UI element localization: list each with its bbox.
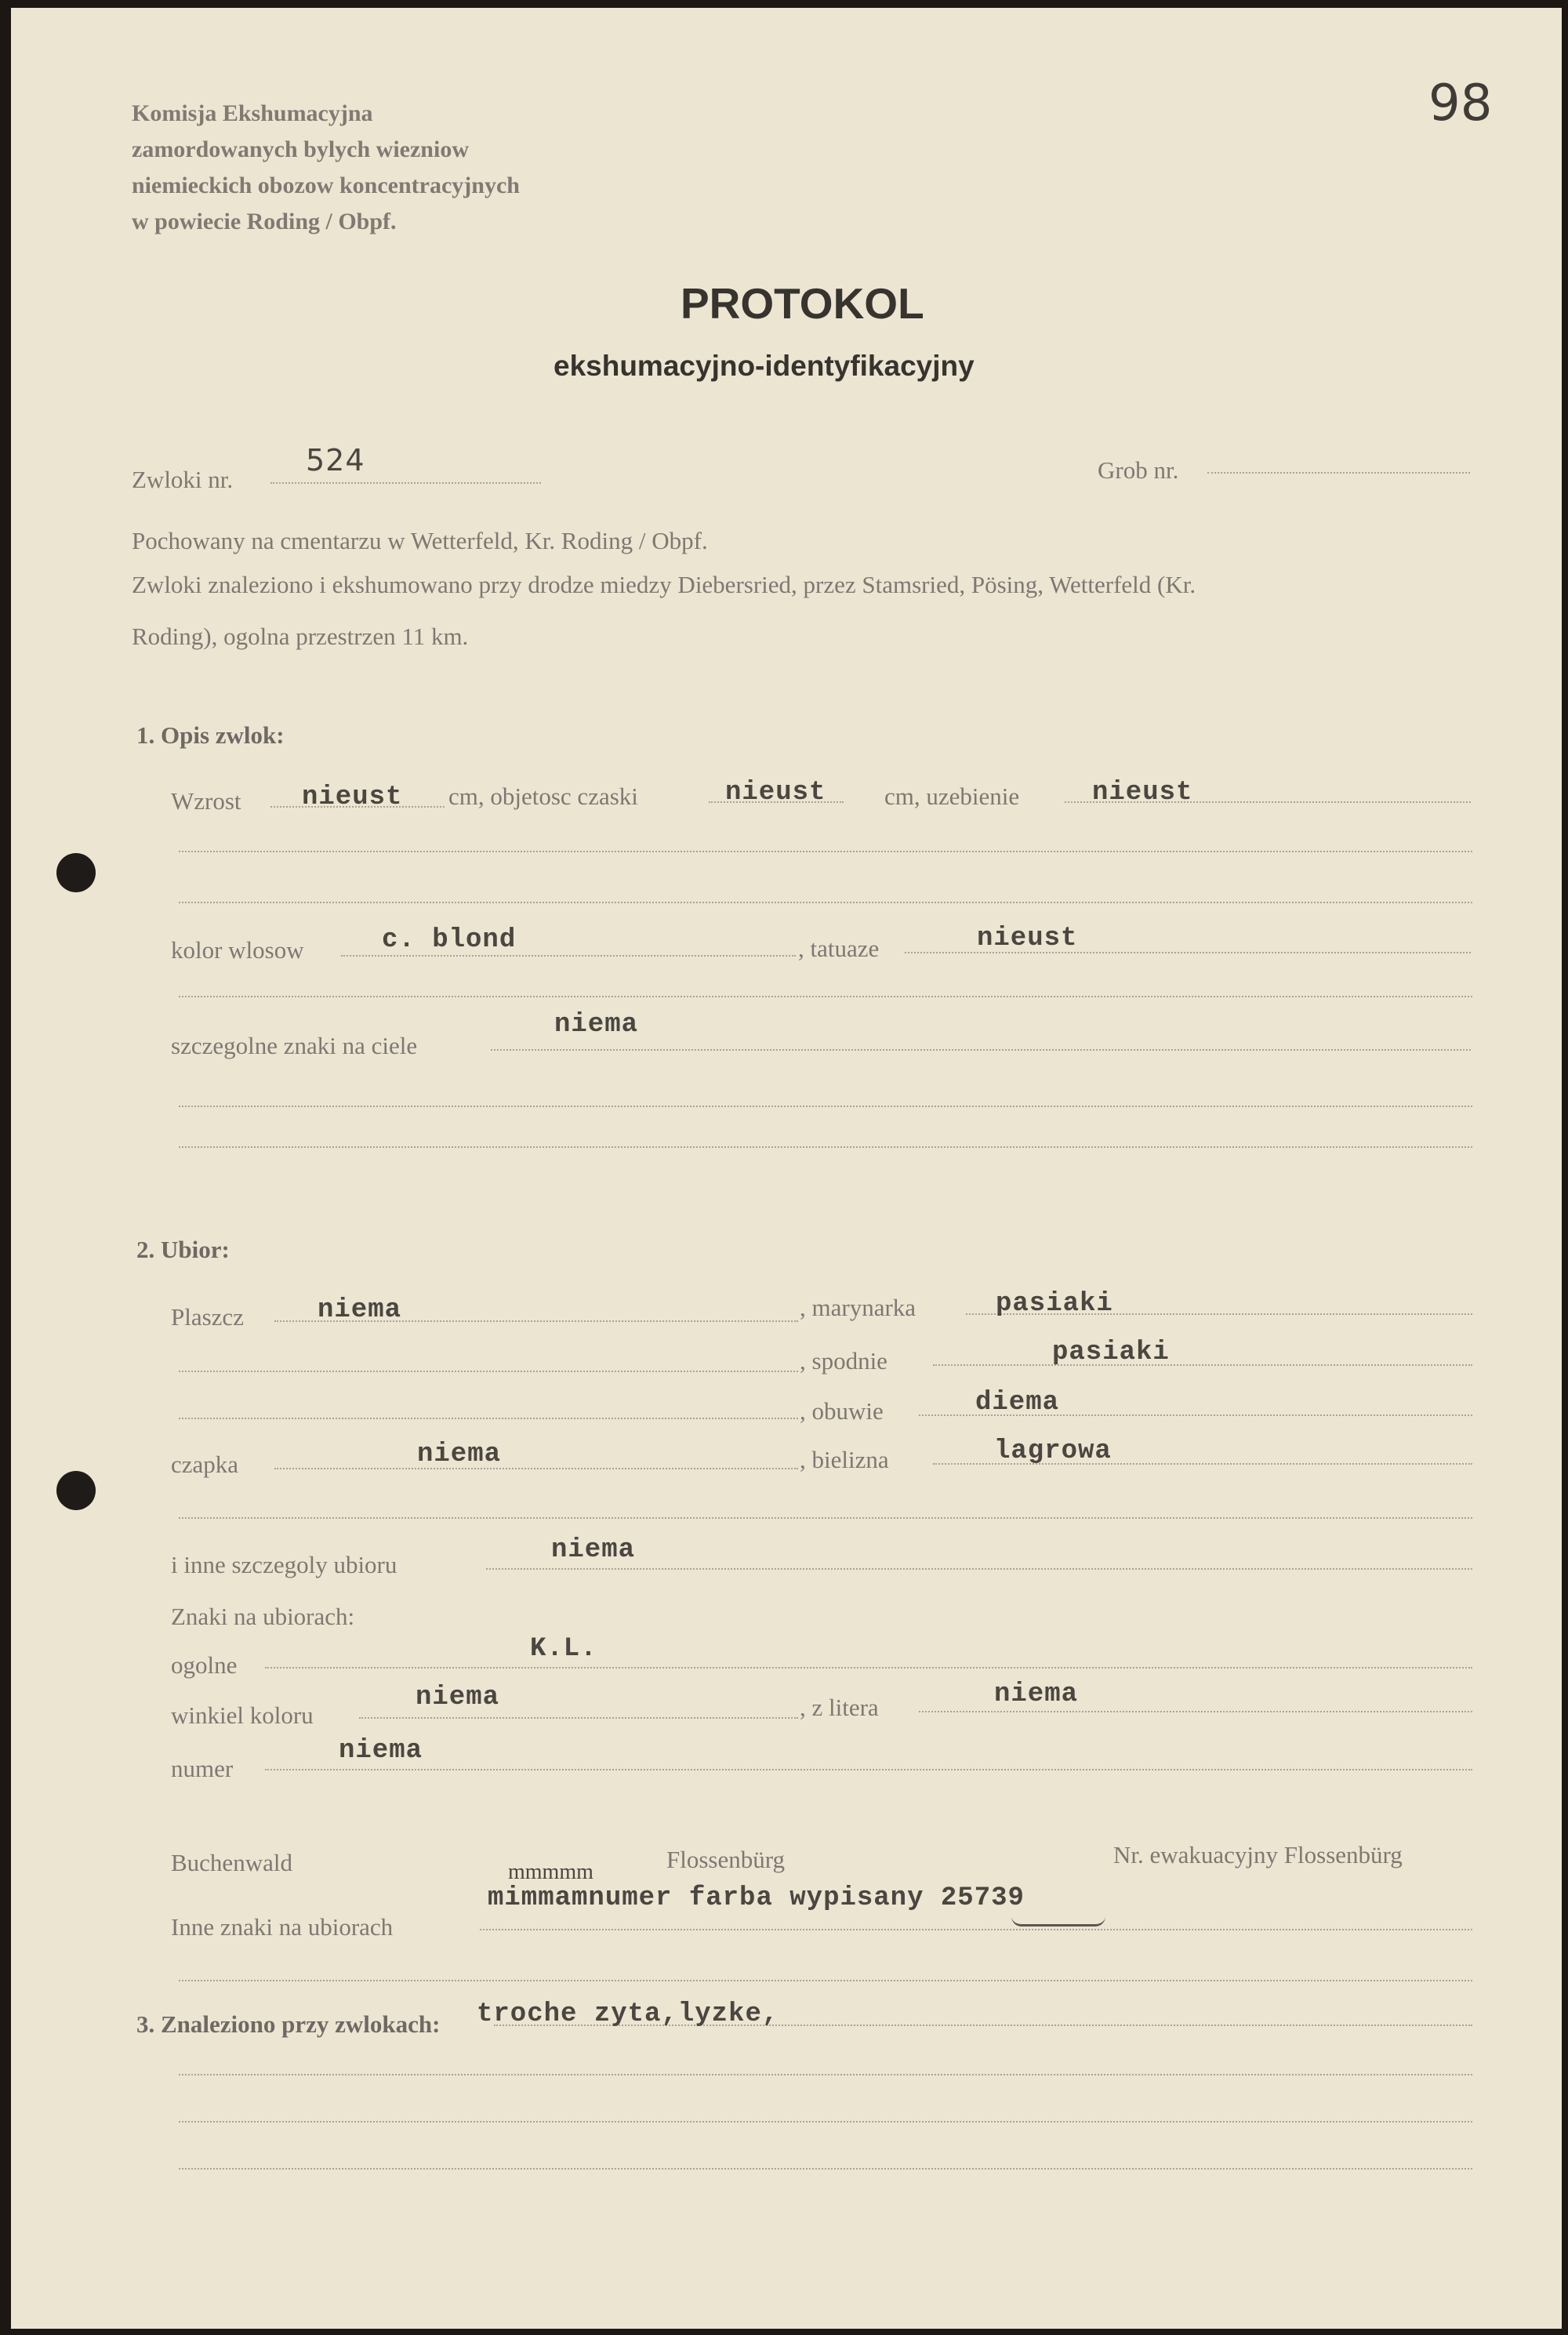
blank-line xyxy=(179,1418,798,1419)
marks-value: niema xyxy=(554,1010,639,1040)
letter-line xyxy=(919,1711,1472,1712)
hair-color-line xyxy=(341,955,796,957)
trousers-line xyxy=(933,1364,1472,1366)
coat-value: niema xyxy=(318,1295,402,1325)
teeth-value: nieust xyxy=(1092,778,1193,808)
general-label: ogolne xyxy=(171,1651,238,1679)
blank-line xyxy=(179,1106,1472,1107)
issuer-line-2: zamordowanych bylych wiezniow xyxy=(132,136,469,162)
blank-line xyxy=(179,2168,1472,2170)
section-2-heading: 2. Ubior: xyxy=(136,1236,230,1263)
typed-correction: mmmmm xyxy=(508,1860,593,1884)
marks-label: szczegolne znaki na ciele xyxy=(171,1032,418,1059)
issuer-line-3: niemieckich obozow koncentracyjnych xyxy=(132,172,520,198)
hair-color-value: c. blond xyxy=(382,925,517,955)
document-subtitle: ekshumacyjno-identyfikacyjny xyxy=(554,350,975,382)
general-line xyxy=(265,1667,1472,1669)
letter-value: niema xyxy=(994,1680,1079,1709)
other-marks-line xyxy=(480,1929,1472,1930)
triangle-color-value: niema xyxy=(416,1683,500,1712)
other-clothing-value: niema xyxy=(551,1535,636,1565)
found-line-1: Zwloki znaleziono i ekshumowano przy drodze miedzy Diebersried, przez Stamsried, Pösing, Wetterfeld (Kr. xyxy=(132,571,1196,598)
flossenburg-label: Flossenbürg xyxy=(666,1846,786,1873)
burial-line: Pochowany na cmentarzu w Wetterfeld, Kr. Roding / Obpf. xyxy=(132,527,708,554)
body-nr-label: Zwloki nr. xyxy=(132,466,234,493)
height-value: nieust xyxy=(302,783,403,812)
cap-line xyxy=(274,1468,798,1469)
section-1-heading: 1. Opis zwlok: xyxy=(136,721,285,749)
blank-line xyxy=(179,2074,1472,2075)
number-label: numer xyxy=(171,1755,234,1782)
trousers-value: pasiaki xyxy=(1052,1338,1170,1367)
other-marks-value: mimmamnumer farba wypisany 25739 xyxy=(488,1883,1025,1913)
triangle-color-line xyxy=(359,1717,798,1719)
grave-nr-line xyxy=(1207,472,1470,474)
trousers-label: , spodnie xyxy=(800,1347,887,1374)
found-line-2: Roding), ogolna przestrzen 11 km. xyxy=(132,623,469,650)
triangle-color-label: winkiel koloru xyxy=(171,1701,314,1729)
skull-label: cm, objetosc czaski xyxy=(448,783,638,810)
cap-label: czapka xyxy=(171,1451,239,1478)
page-number: 98 xyxy=(1428,74,1493,133)
found-items-value: troche zyta,lyzke, xyxy=(477,1999,779,2029)
shoes-label: , obuwie xyxy=(800,1397,884,1425)
other-clothing-label: i inne szczegoly ubioru xyxy=(171,1551,397,1578)
general-value: K.L. xyxy=(530,1634,597,1664)
jacket-value: pasiaki xyxy=(996,1289,1113,1319)
blank-line xyxy=(179,2121,1472,2123)
jacket-label: , marynarka xyxy=(800,1294,916,1321)
clothing-marks-label: Znaki na ubiorach: xyxy=(171,1603,355,1630)
blank-line xyxy=(179,996,1472,997)
evacuation-nr-label: Nr. ewakuacyjny Flossenbürg xyxy=(1113,1841,1403,1868)
issuer-line-1: Komisja Ekshumacyjna xyxy=(132,100,373,126)
hair-color-label: kolor wlosow xyxy=(171,936,304,964)
other-marks-label: Inne znaki na ubiorach xyxy=(171,1913,394,1941)
tattoo-value: nieust xyxy=(977,924,1078,953)
teeth-label: cm, uzebienie xyxy=(884,783,1020,810)
punch-hole xyxy=(56,853,96,892)
blank-line xyxy=(179,1517,1472,1519)
blank-line xyxy=(179,1980,1472,1981)
letter-label: , z litera xyxy=(800,1694,879,1721)
section-3-heading: 3. Znaleziono przy zwlokach: xyxy=(136,2010,441,2038)
skull-value: nieust xyxy=(725,778,826,808)
document-title: PROTOKOL xyxy=(681,279,924,328)
handwritten-underline xyxy=(1011,1916,1105,1926)
blank-line xyxy=(179,902,1472,903)
number-line xyxy=(265,1769,1472,1770)
punch-hole xyxy=(56,1471,96,1510)
number-value: niema xyxy=(339,1736,423,1766)
underwear-label: , bielizna xyxy=(800,1446,889,1473)
issuer-line-4: w powiecie Roding / Obpf. xyxy=(132,209,397,234)
body-nr-value: 524 xyxy=(306,443,365,478)
marks-line xyxy=(491,1049,1471,1051)
coat-label: Plaszcz xyxy=(171,1303,244,1331)
shoes-value: diema xyxy=(975,1388,1060,1418)
buchenwald-label: Buchenwald xyxy=(171,1849,292,1876)
cap-value: niema xyxy=(417,1440,502,1469)
grave-nr-label: Grob nr. xyxy=(1098,456,1179,484)
blank-line xyxy=(179,1146,1472,1148)
other-clothing-line xyxy=(486,1568,1472,1570)
height-label: Wzrost xyxy=(171,787,241,815)
blank-line xyxy=(179,1371,798,1372)
underwear-value: lagrowa xyxy=(994,1436,1112,1466)
blank-line xyxy=(179,851,1472,852)
body-nr-line xyxy=(270,482,541,484)
tattoo-label: , tatuaze xyxy=(798,935,880,962)
